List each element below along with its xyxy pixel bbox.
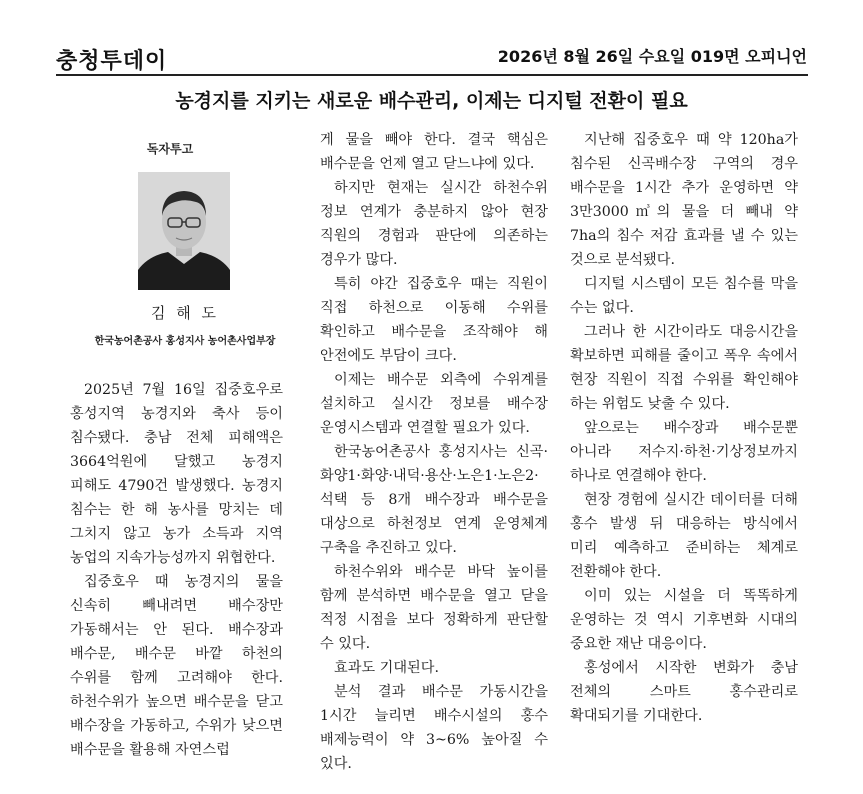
paragraph: 앞으로는 배수장과 배수문뿐 아니라 저수지·하천·기상정보까지 하나로 연결해야 한다. bbox=[570, 420, 798, 484]
issue-dateline: 2026년 8월 26일 수요일 019면 오피니언 bbox=[497, 47, 807, 66]
article-column-1 bbox=[70, 378, 283, 762]
paragraph: 이제는 배수문 외측에 수위계를 설치하고 실시간 정보를 배수장 운영시스템과 연결할 필요가 있다. bbox=[320, 372, 548, 436]
paragraph: 하지만 현재는 실시간 하천수위 정보 연계가 충분하지 않아 현장 직원의 경험과 판단에 의존하는 경우가 많다. bbox=[320, 180, 548, 268]
paragraph: 집중호우 때 농경지의 물을 신속히 빼내려면 배수장만 가동해서는 안 된다. 배수장과 배수문, 배수문 바깥 하천의 수위를 함께 고려해야 한다. 하천수위가 높으면 배수문을 닫고 배수장을 가동하고, 수위가 낮으면 배수문을 활용해 자연스럽 bbox=[70, 574, 283, 758]
paragraph: 한국농어촌공사 홍성지사는 신곡·화양1·화양·내덕·용산·노은1·노은2·석택 등 8개 배수장과 배수문을 대상으로 하천정보 연계 운영체계 구축을 추진하고 있다. bbox=[320, 444, 548, 556]
paragraph: 2025년 7월 16일 집중호우로 홍성지역 농경지와 축사 등이 침수됐다. 충남 전체 피해액은 3664억원에 달했고 농경지 피해도 4790건 발생했다. 농경지 침수는 한 해 농사를 망치는 데 그치지 않고 농가 소득과 지역 농업의 지속가능성까지 위협한다. bbox=[70, 382, 283, 566]
paragraph: 디지털 시스템이 모든 침수를 막을 수는 없다. bbox=[570, 276, 798, 316]
paragraph: 그러나 한 시간이라도 대응시간을 확보하면 피해를 줄이고 폭우 속에서 현장 직원이 직접 수위를 확인해야 하는 위험도 낮출 수 있다. bbox=[570, 324, 798, 412]
paragraph: 분석 결과 배수문 가동시간을 1시간 늘리면 배수시설의 홍수 배제능력이 약 3~6% 높아질 수 있다. bbox=[320, 684, 548, 772]
paragraph: 홍성에서 시작한 변화가 충남 전체의 스마트 홍수관리로 확대되기를 기대한다. bbox=[570, 660, 798, 724]
paragraph: 특히 야간 집중호우 때는 직원이 직접 하천으로 이동해 수위를 확인하고 배수문을 조작해야 해 안전에도 부담이 크다. bbox=[320, 276, 548, 364]
paragraph: 이미 있는 시설을 더 똑똑하게 운영하는 것 역시 기후변화 시대의 중요한 재난 대응이다. bbox=[570, 588, 798, 652]
section-kicker: 독자투고 bbox=[146, 142, 194, 156]
paragraph: 지난해 집중호우 때 약 120ha가 침수된 신곡배수장 구역의 경우 배수문을 1시간 추가 운영하면 약 3만3000㎥의 물을 더 빼내 약 7ha의 침수 저감 효과를 낼 수 있는 것으로 분석됐다. bbox=[570, 132, 798, 268]
newspaper-masthead: 충청투데이 bbox=[56, 49, 168, 74]
paragraph: 효과도 기대된다. bbox=[334, 660, 439, 676]
paragraph: 현장 경험에 실시간 데이터를 더해 홍수 발생 뒤 대응하는 방식에서 미리 예측하고 준비하는 체계로 전환해야 한다. bbox=[570, 492, 798, 580]
author-name: 김 해 도 bbox=[150, 304, 219, 322]
article-column-2 bbox=[320, 128, 548, 776]
header-rule bbox=[56, 74, 808, 76]
article-column-3 bbox=[570, 128, 798, 728]
author-affiliation: 한국농어촌공사 홍성지사 농어촌사업부장 bbox=[94, 336, 276, 347]
author-portrait-image bbox=[138, 172, 230, 290]
paragraph: 하천수위와 배수문 바닥 높이를 함께 분석하면 배수문을 열고 닫을 적정 시점을 보다 정확하게 판단할 수 있다. bbox=[320, 564, 548, 652]
article-headline: 농경지를 지키는 새로운 배수관리, 이제는 디지털 전환이 필요 bbox=[175, 90, 688, 112]
author-photo bbox=[138, 172, 230, 290]
paragraph: 게 물을 빼야 한다. 결국 핵심은 배수문을 언제 열고 닫느냐에 있다. bbox=[320, 132, 548, 172]
